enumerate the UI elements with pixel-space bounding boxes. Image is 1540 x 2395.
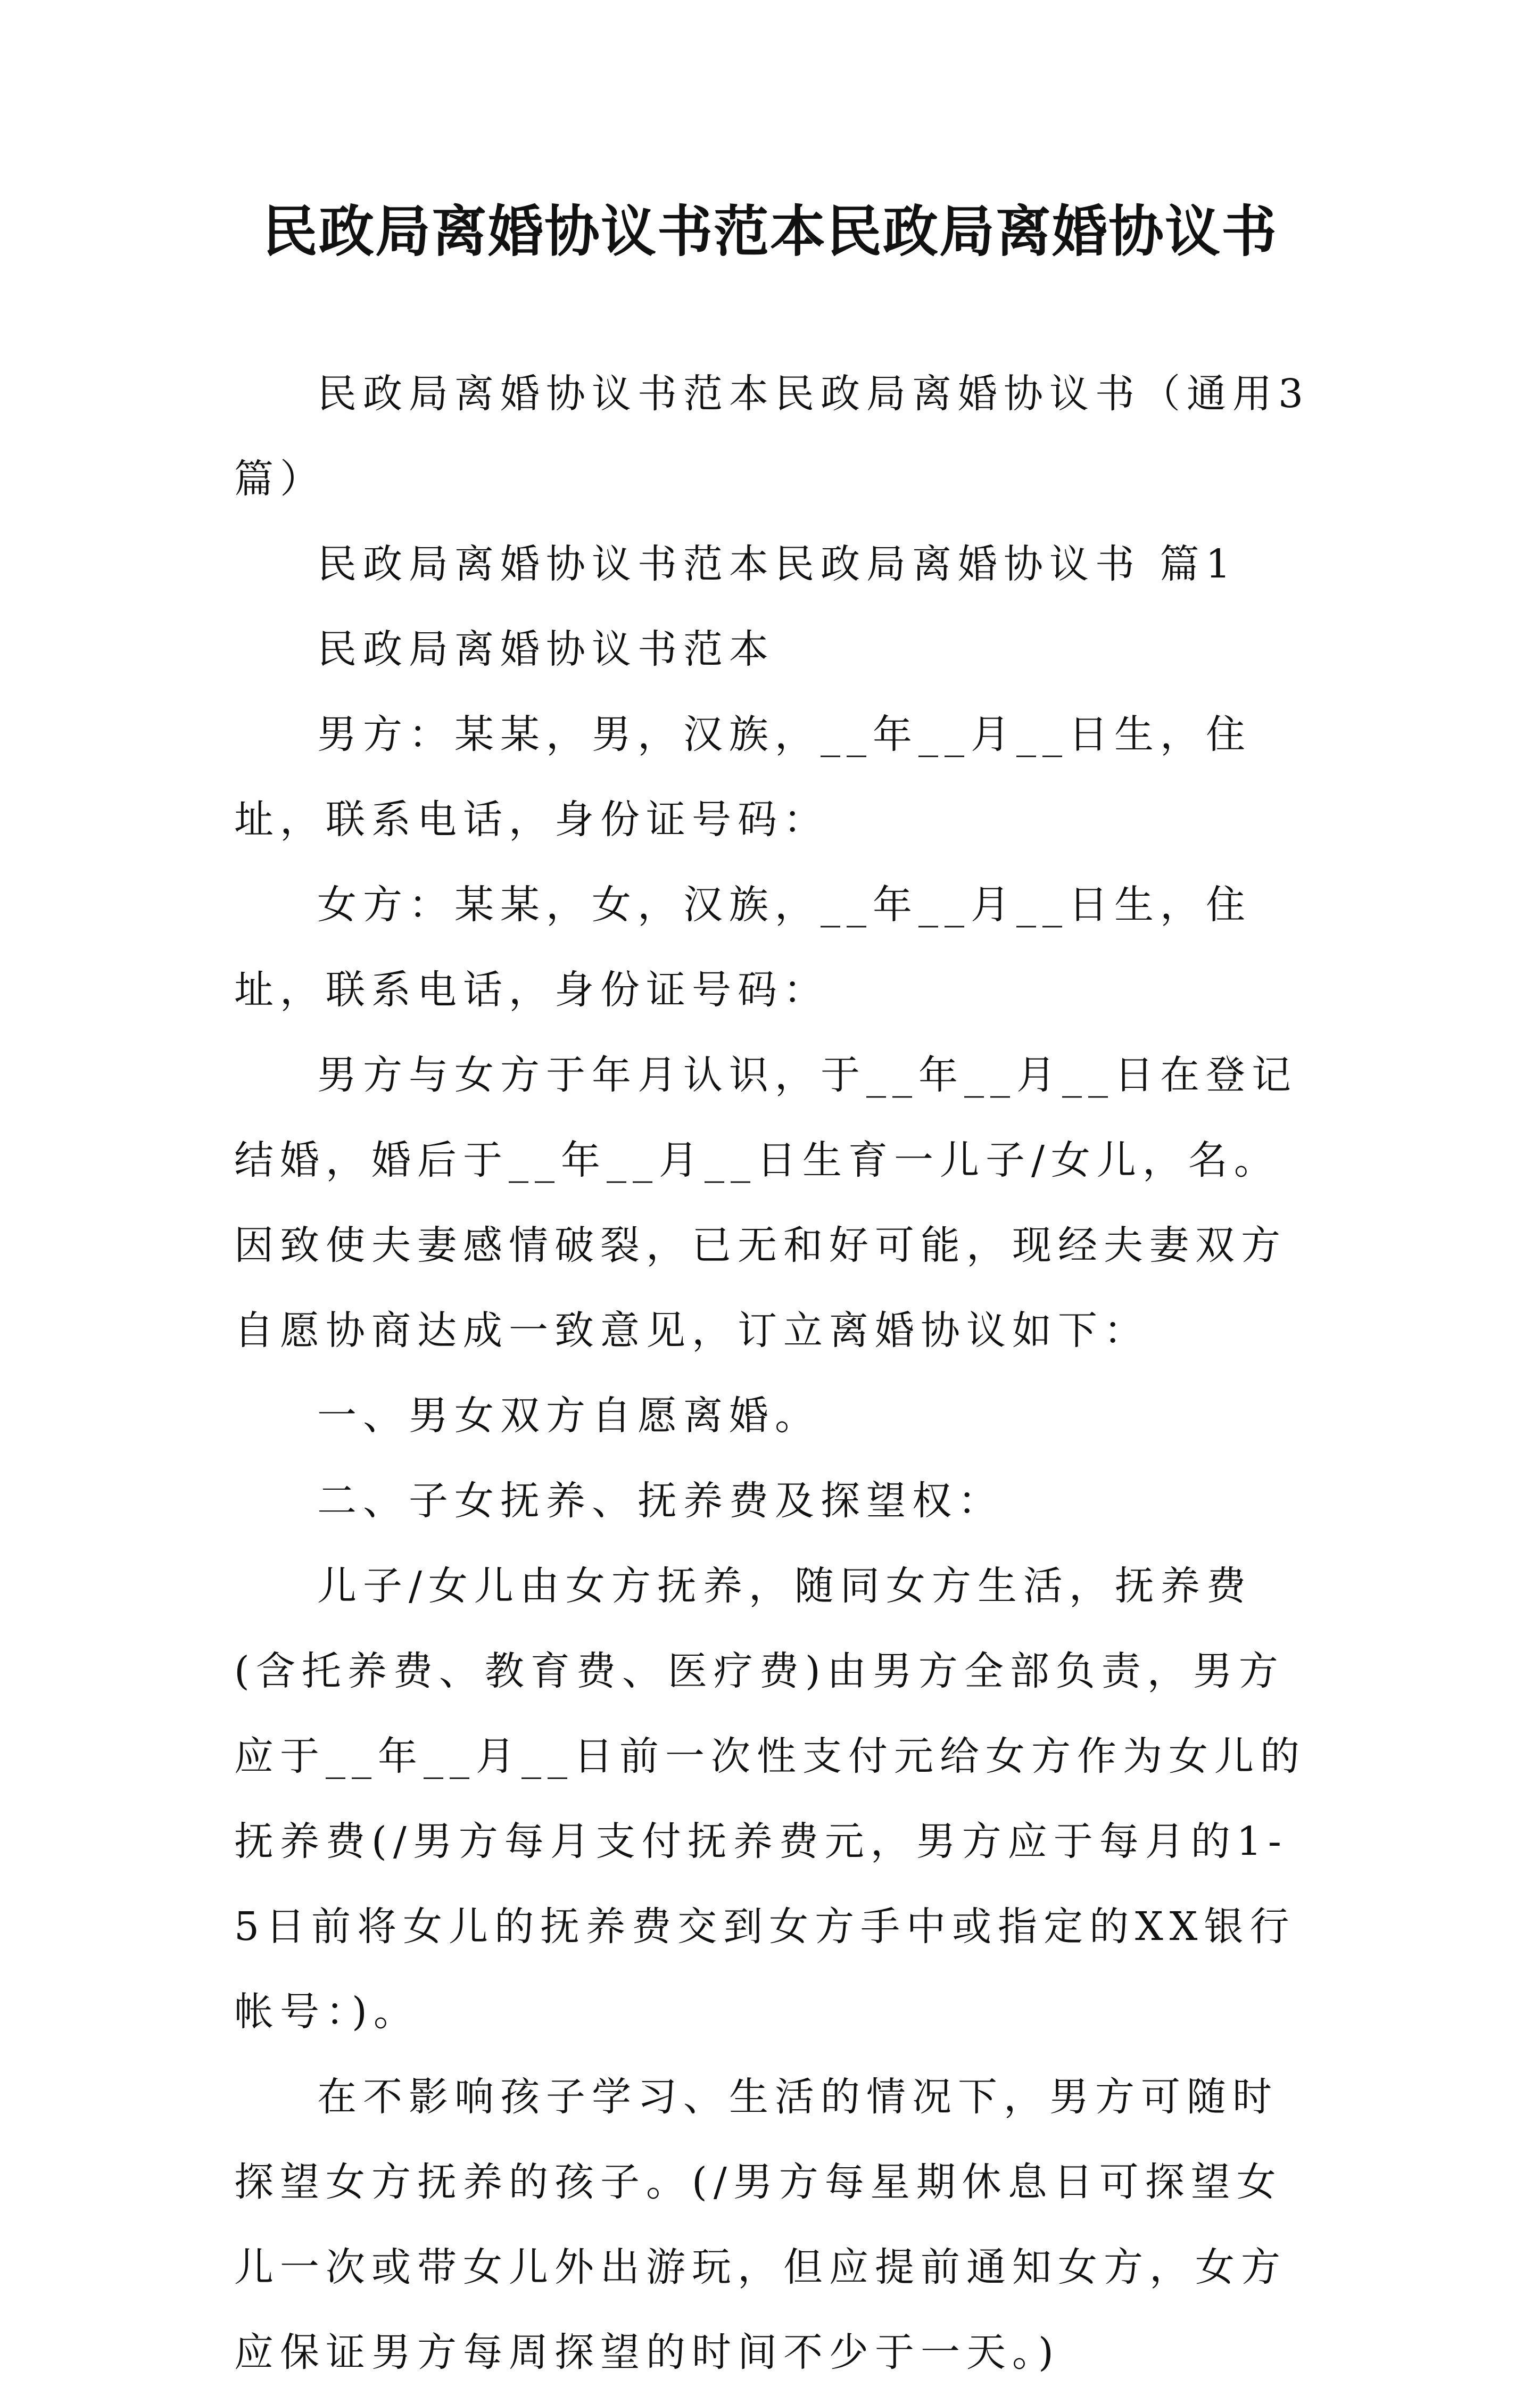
paragraph-child-support: 儿子/女儿由女方抚养，随同女方生活，抚养费(含托养费、教育费、医疗费)由男方全部负责，男方应于__年__月__日前一次性支付元给女方作为女儿的抚养费(/男方每月支付抚养费元，男方应于每月的1-5日前将女儿的抚养费交到女方手中或指定的XX银行帐号：)。 xyxy=(234,1563,1306,2035)
document-title: 民政局离婚协议书范本民政局离婚协议书 xyxy=(262,199,1278,264)
paragraph-female-party: 女方：某某，女，汉族，__年__月__日生，住址，联系电话，身份证号码： xyxy=(234,882,1252,1013)
paragraph-background: 男方与女方于年月认识，于__年__月__日在登记结婚，婚后于__年__月__日生育一儿子/女儿，名。因致使夫妻感情破裂，已无和好可能，现经夫妻双方自愿协商达成一致意见，订立离婚协议如下： xyxy=(234,1052,1297,1353)
paragraph-clause-2-heading: 二、子女抚养、抚养费及探望权： xyxy=(317,1478,1004,1524)
document-body xyxy=(234,351,1314,2395)
paragraph-template-heading: 民政局离婚协议书范本 xyxy=(317,626,775,672)
paragraph-subtitle: 民政局离婚协议书范本民政局离婚协议书（通用3篇） xyxy=(234,371,1310,502)
paragraph-male-party: 男方：某某，男，汉族，__年__月__日生，住址，联系电话，身份证号码： xyxy=(234,712,1252,843)
paragraph-clause-1: 一、男女双方自愿离婚。 xyxy=(317,1393,821,1439)
paragraph-visitation: 在不影响孩子学习、生活的情况下，男方可随时探望女方抚养的孩子。(/男方每星期休息日可探望女儿一次或带女儿外出游玩，但应提前通知女方，女方应保证男方每周探望的时间不少于一天。) xyxy=(234,2074,1287,2375)
paragraph-section-heading: 民政局离婚协议书范本民政局离婚协议书 篇1 xyxy=(317,541,1237,587)
